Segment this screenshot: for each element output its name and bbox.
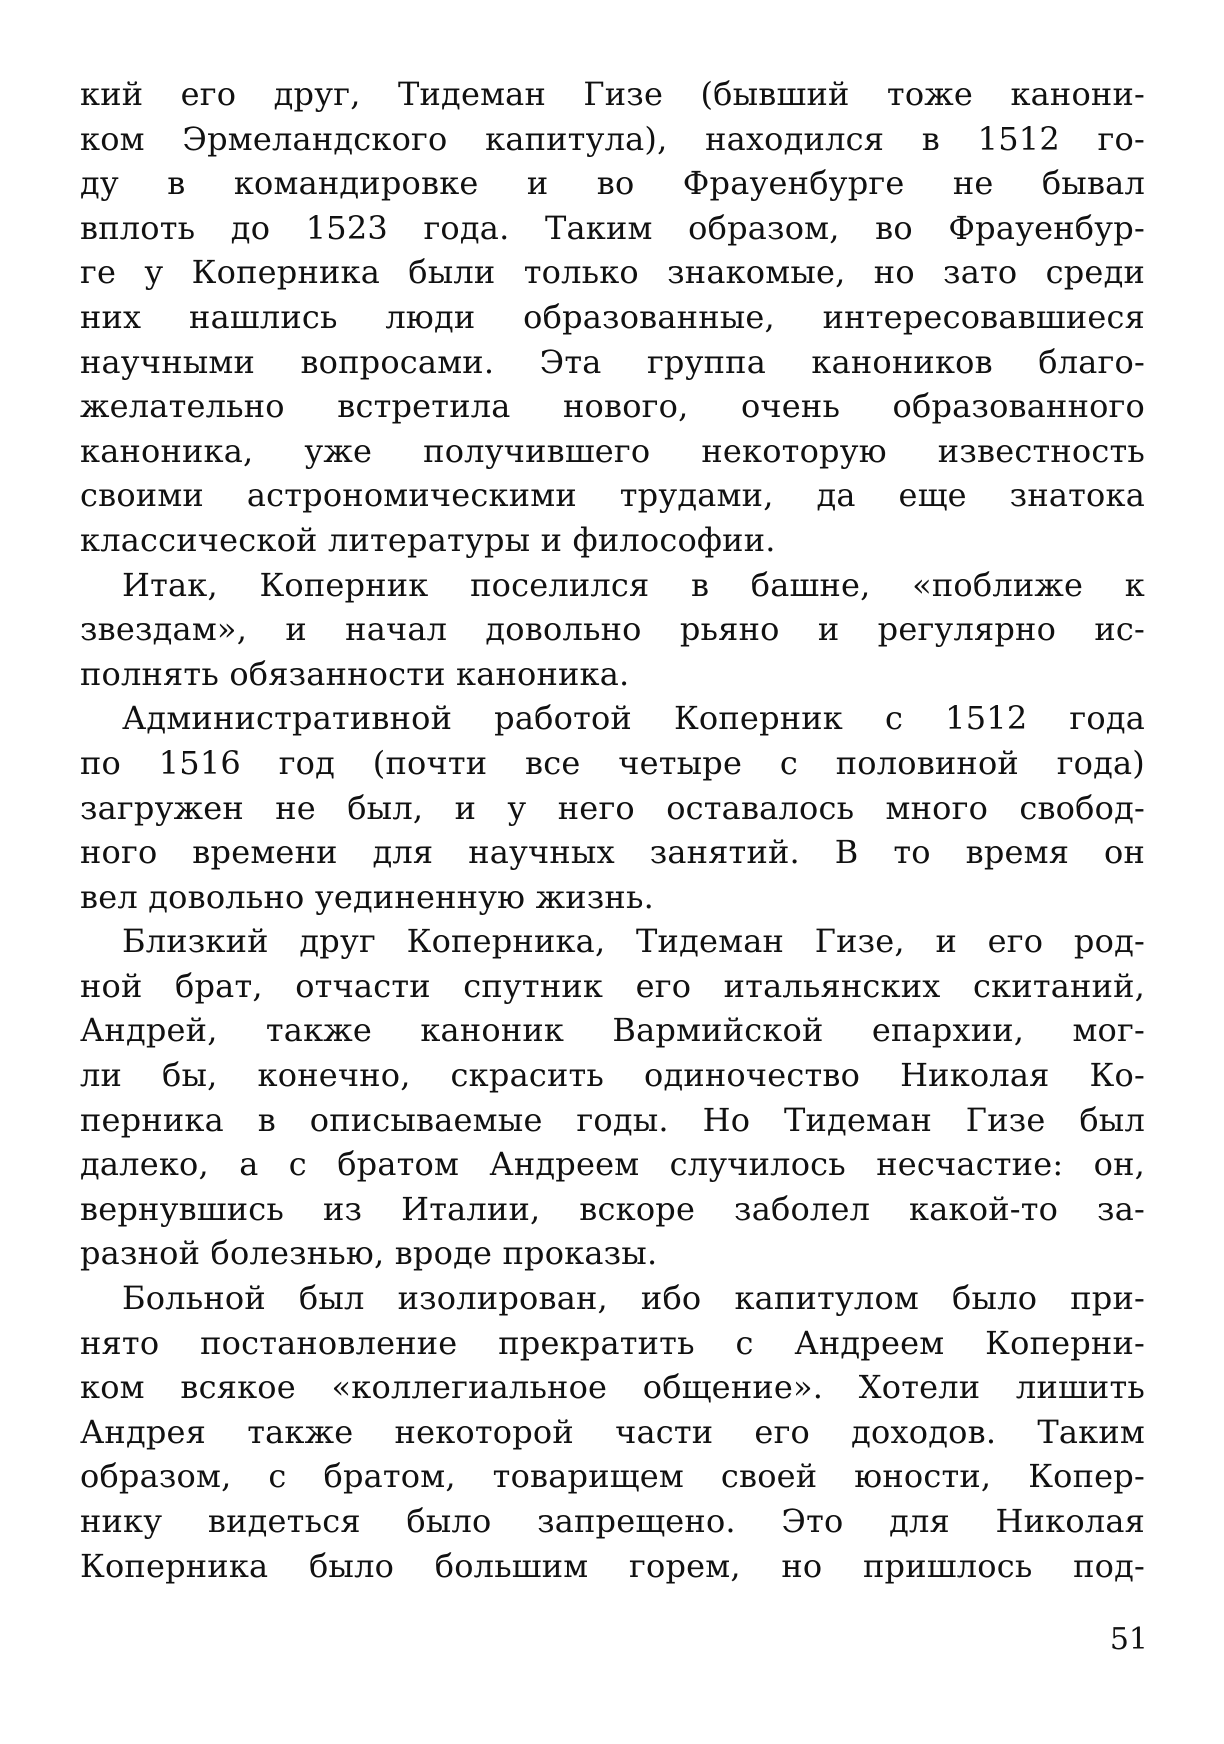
text-line: ду в командировке и во Фрауенбурге не бывал — [80, 164, 1145, 203]
text-line: далеко, а с братом Андреем случилось несчастие: он, — [80, 1145, 1145, 1184]
text-line: вел довольно уединенную жизнь. — [80, 877, 654, 916]
text-line: ной брат, отчасти спутник его итальянских скитаний, — [80, 966, 1145, 1005]
page-number: 51 — [1109, 1622, 1148, 1657]
text-line: ного времени для научных занятий. В то время он — [80, 833, 1145, 872]
text-line: желательно встретила нового, очень образованного — [80, 387, 1145, 426]
text-line: своими астрономическими трудами, да еще знатока — [80, 476, 1145, 515]
text-line: ге у Коперника были только знакомые, но зато среди — [80, 253, 1145, 292]
text-line: кий его друг, Тидеман Гизе (бывший тоже канони- — [80, 75, 1145, 113]
text-line: вплоть до 1523 года. Таким образом, во Фрауенбур- — [80, 208, 1145, 247]
text-line: загружен не был, и у него оставалось много свобод- — [80, 788, 1145, 827]
text-line: каноника, уже получившего некоторую известность — [80, 431, 1145, 470]
text-line: научными вопросами. Эта группа каноников благо- — [80, 342, 1145, 381]
text-line: перника в описываемые годы. Но Тидеман Гизе был — [80, 1100, 1145, 1139]
text-line: Итак, Коперник поселился в башне, «поближе к — [122, 565, 1145, 604]
text-line: Больной был изолирован, ибо капитулом было при- — [122, 1279, 1145, 1318]
text-line: нику видеться было запрещено. Это для Николая — [80, 1502, 1145, 1540]
text-line: ком всякое «коллегиальное общение». Хотели лишить — [80, 1368, 1145, 1407]
text-line: Близкий друг Коперника, Тидеман Гизе, и его род- — [122, 922, 1145, 961]
text-line: по 1516 год (почти все четыре с половиной года) — [80, 743, 1145, 782]
text-line: ком Эрмеландского капитула), находился в 1512 го- — [80, 119, 1145, 158]
text-line: классической литературы и философии. — [80, 520, 776, 559]
body-text — [80, 72, 1145, 1588]
text-line: Административной работой Коперник с 1512 года — [122, 699, 1145, 738]
text-line: ли бы, конечно, скрасить одиночество Николая Ко- — [80, 1056, 1145, 1095]
text-line: Коперника было большим горем, но пришлось под- — [80, 1546, 1145, 1585]
text-line: полнять обязанности каноника. — [80, 654, 630, 693]
text-line: них нашлись люди образованные, интересовавшиеся — [80, 297, 1145, 336]
text-line: нято постановление прекратить с Андреем Коперни- — [80, 1323, 1145, 1362]
text-line: Андрея также некоторой части его доходов. Таким — [80, 1412, 1145, 1451]
text-line: разной болезнью, вроде проказы. — [80, 1234, 658, 1273]
text-line: Андрей, также каноник Вармийской епархии, мог- — [80, 1011, 1145, 1050]
text-line: звездам», и начал довольно рьяно и регулярно ис- — [80, 610, 1145, 649]
text-line: вернувшись из Италии, вскоре заболел какой-то за- — [80, 1189, 1145, 1228]
text-line: образом, с братом, товарищем своей юности, Копер- — [80, 1457, 1145, 1496]
